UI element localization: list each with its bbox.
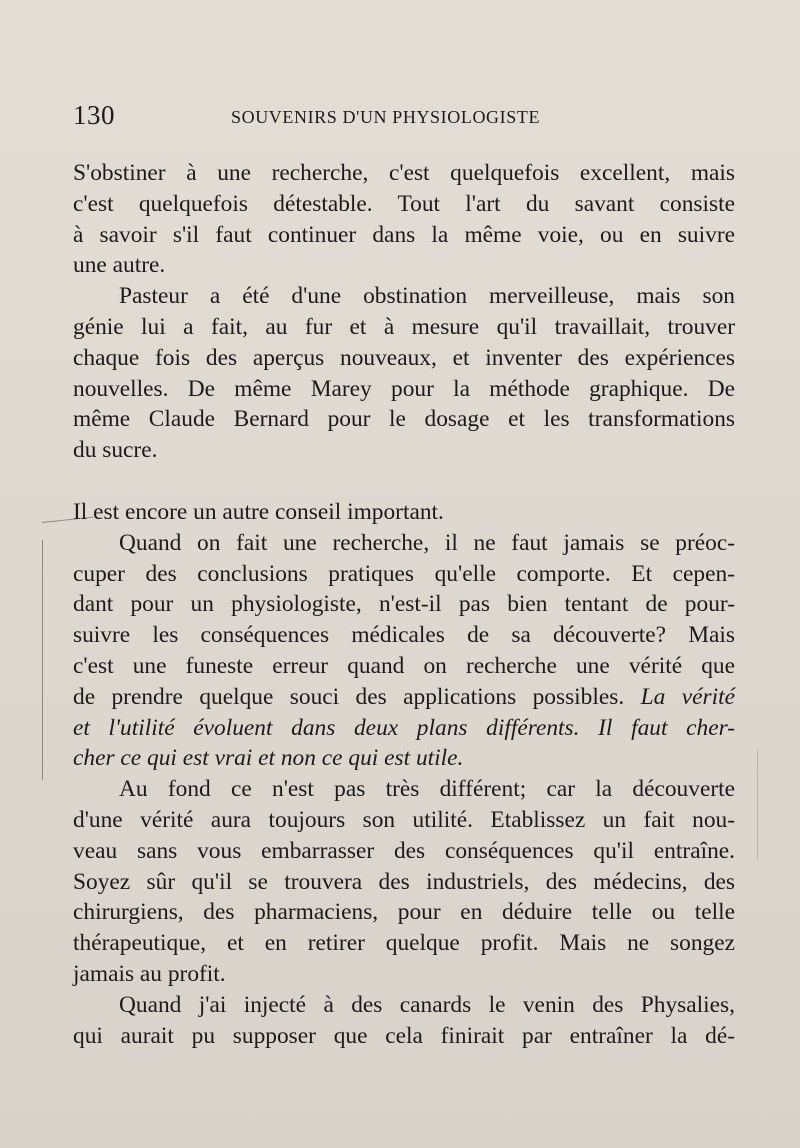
text-line: Pasteur a été d'une obstination merveilleuse, mais son — [119, 283, 735, 310]
text-line: à savoir s'il faut continuer dans la même voie, ou en suivre — [73, 221, 735, 248]
text-line: Soyez sûr qu'il se trouvera des industriels, des médecins, des — [73, 868, 735, 895]
text-line: jamais au profit. — [73, 960, 226, 987]
text-line: Quand on fait une recherche, il ne faut jamais se préoc- — [119, 529, 735, 556]
body-text — [73, 158, 735, 1051]
text-line: Au fond ce n'est pas très différent; car la découverte — [119, 776, 735, 803]
text-line: dant pour un physiologiste, n'est-il pas bien tentant de pour- — [73, 591, 735, 618]
text-line: nouvelles. De même Marey pour la méthode graphique. De — [73, 375, 735, 402]
text-line: chirurgiens, des pharmaciens, pour en déduire telle ou telle — [73, 899, 735, 926]
margin-mark-bracket — [42, 540, 43, 780]
margin-faint-mark — [757, 750, 760, 860]
text-line: veau sans vous embarrasser des conséquences qu'il entraîne. — [73, 837, 735, 864]
page-number: 130 — [73, 100, 115, 130]
text-line: S'obstiner à une recherche, c'est quelquefois excellent, mais — [73, 160, 735, 186]
text-line: cuper des conclusions pratiques qu'elle comporte. Et cepen- — [73, 560, 735, 587]
text-line: chaque fois des aperçus nouveaux, et inventer des expériences — [73, 344, 735, 371]
text-line: une autre. — [73, 252, 166, 279]
section-gap — [73, 466, 735, 497]
text-line: du sucre. — [73, 437, 158, 464]
text-line-italic: La vérité — [640, 683, 735, 710]
text-line: qui aurait pu supposer que cela finirait par entraîner la dé- — [73, 1022, 735, 1049]
page-header — [73, 100, 733, 136]
text-line-italic: et l'utilité évoluent dans deux plans différents. Il faut cher- — [73, 714, 735, 741]
text-line: thérapeutique, et en retirer quelque profit. Mais ne songez — [73, 930, 735, 957]
text-line: Quand j'ai injecté à des canards le venin des Physalies, — [119, 991, 735, 1018]
running-title: SOUVENIRS D'UN PHYSIOLOGISTE — [231, 107, 541, 127]
text-line: même Claude Bernard pour le dosage et les transformations — [73, 406, 735, 433]
text-line-italic: cher ce qui est vrai et non ce qui est utile. — [73, 745, 464, 772]
text-line-roman: de prendre quelque souci des applications possibles. — [73, 683, 625, 710]
text-line: génie lui a fait, au fur et à mesure qu'il travaillait, trouver — [73, 313, 735, 340]
text-line: suivre les conséquences médicales de sa découverte? Mais — [73, 622, 735, 649]
text-line: c'est une funeste erreur quand on recherche une vérité que — [73, 652, 735, 679]
text-line — [73, 682, 735, 713]
text-line: d'une vérité aura toujours son utilité. Etablissez un fait nou- — [73, 806, 735, 833]
text-line: c'est quelquefois détestable. Tout l'art du savant consiste — [73, 190, 735, 217]
text-line: Il est encore un autre conseil important. — [73, 498, 444, 525]
